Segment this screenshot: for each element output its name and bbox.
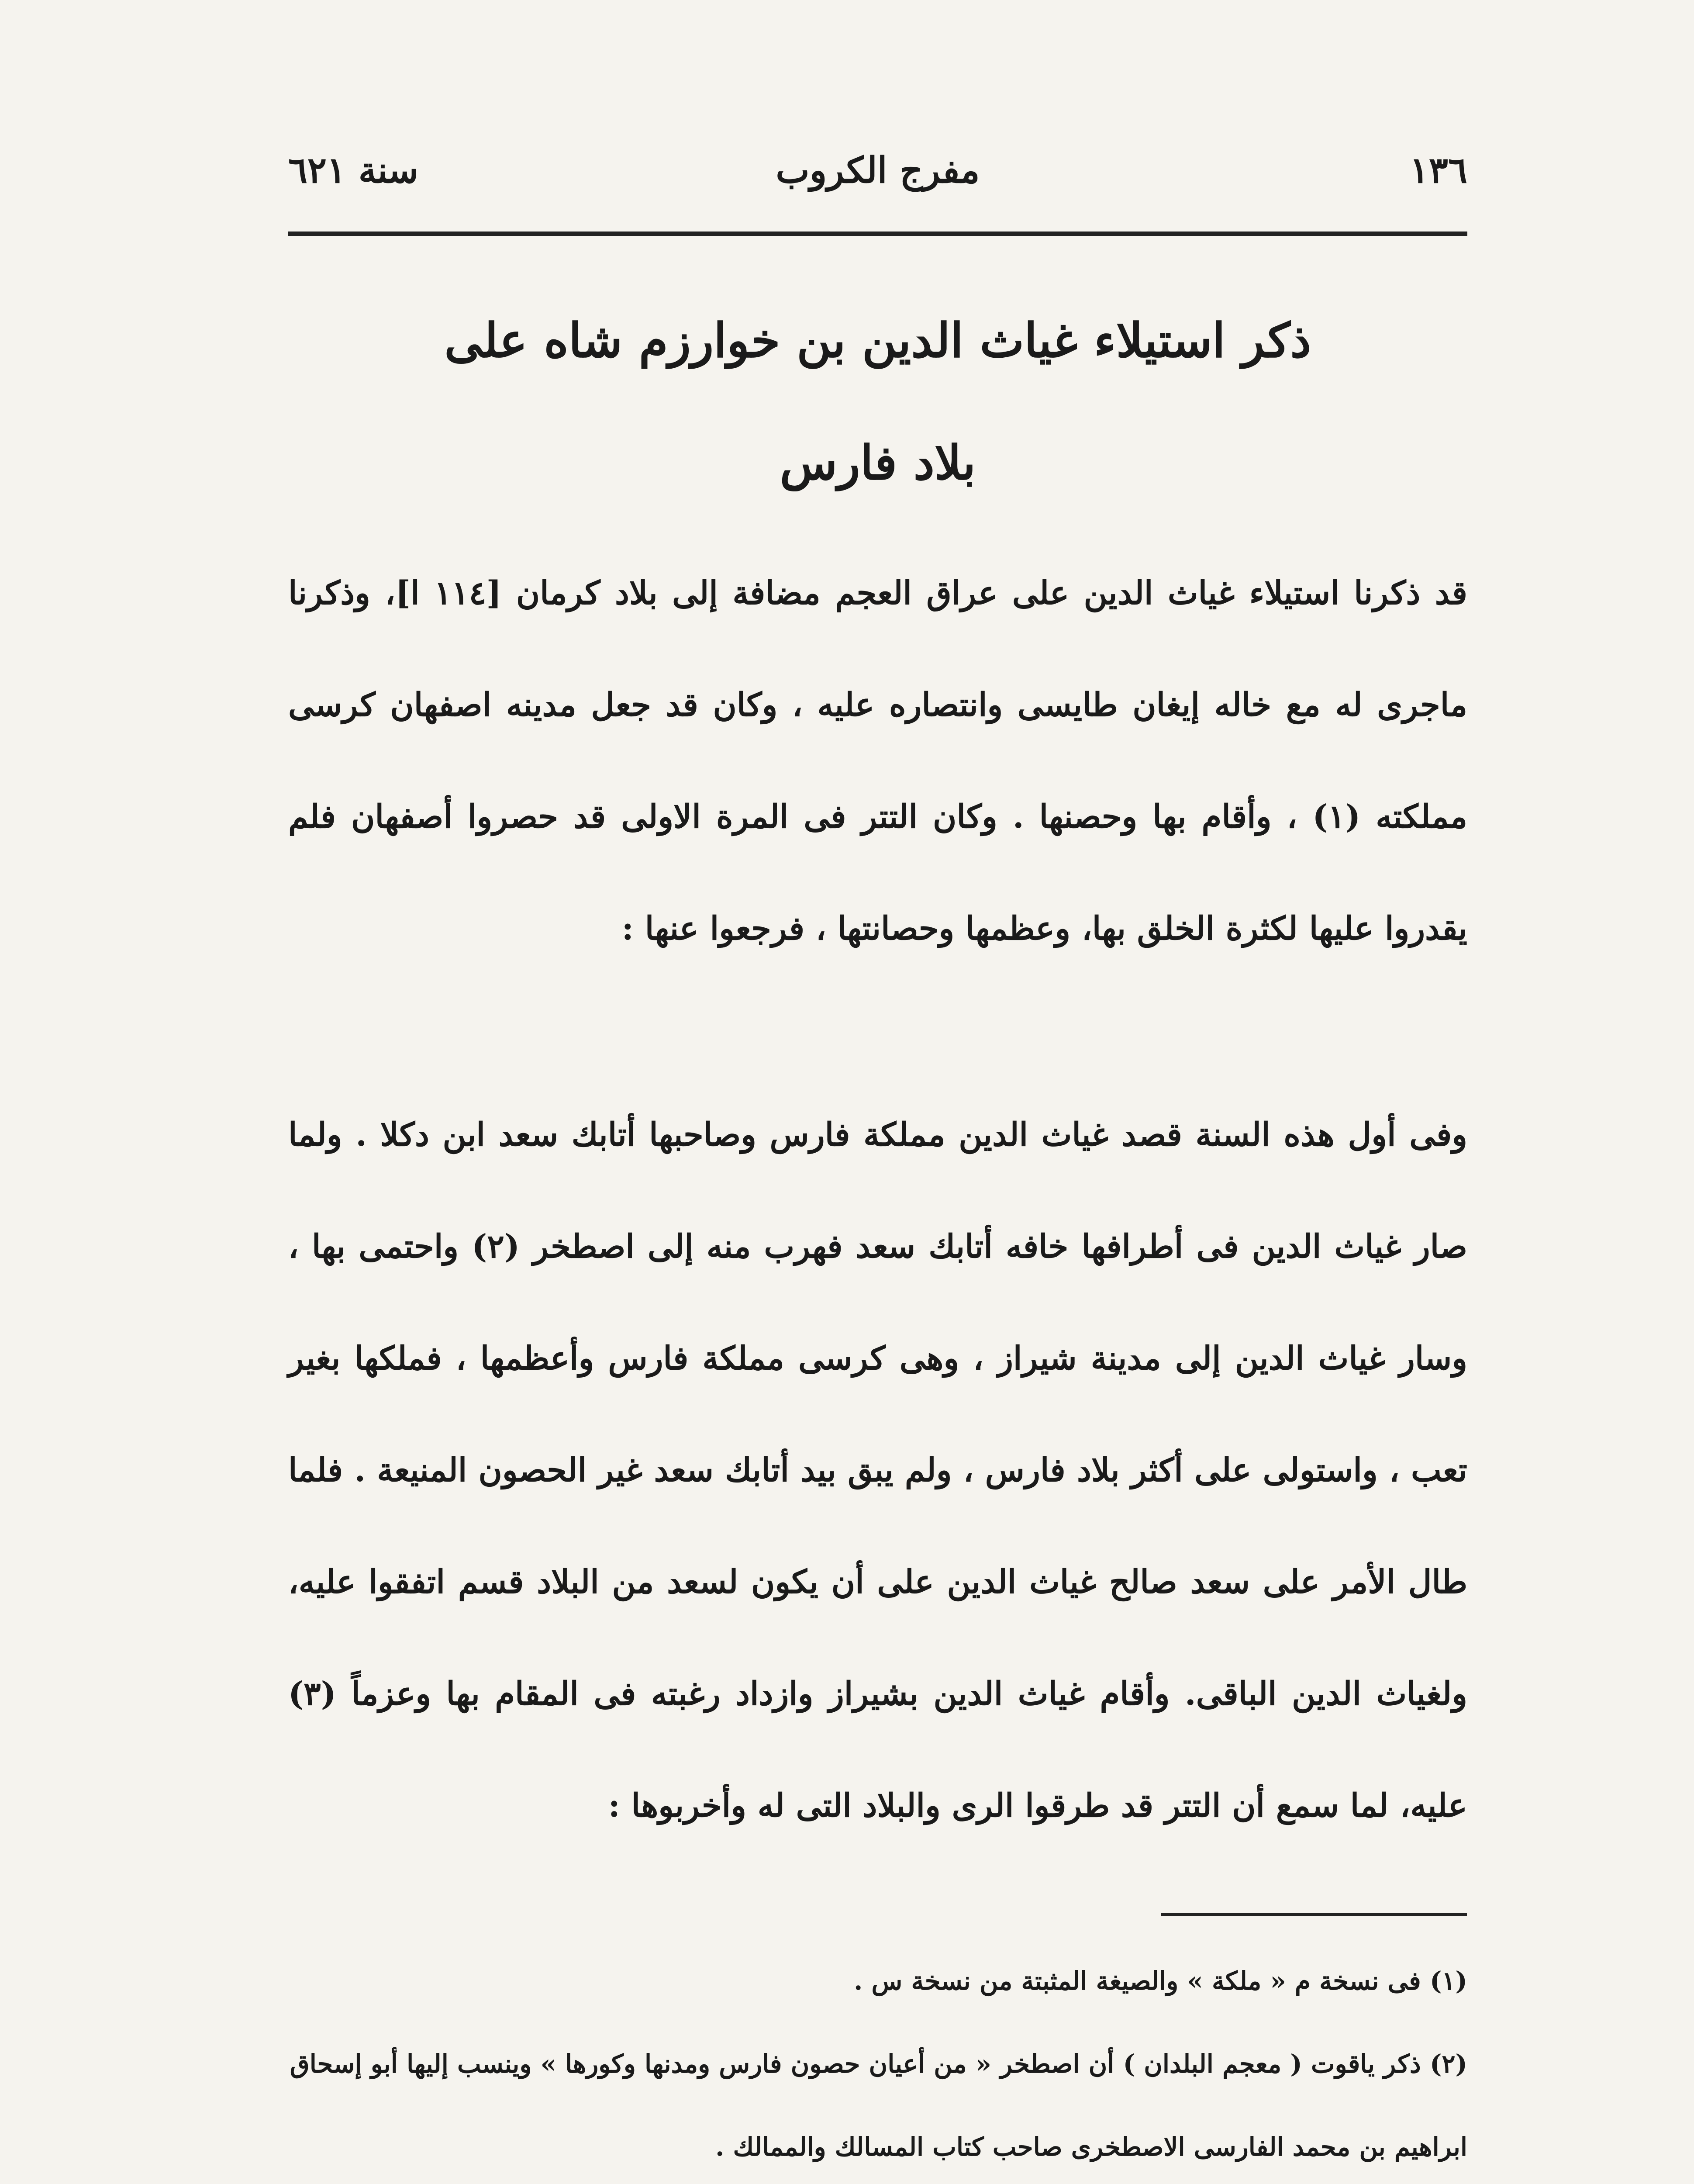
paragraph-1: قد ذكرنا استيلاء غياث الدين على عراق العجم مضافة إلى بلاد كرمان [١١٤ ا]، وذكرنا ماجرى له مع خاله إيغان طايسى وانتصاره عليه ، وكان قد جعل مدينه اصفهان كرسى مملكته (١) ، وأقام بها وحصنها . وكان التتر فى المرة الاولى قد حصروا أصفهان فلم يقدروا عليها لكثرة الخلق بها، وعظمها وحصانتها ، فرجعوا عنها : (288, 574, 1468, 947)
book-title: مفرج الكروب (776, 149, 980, 191)
footnote-2: (٢) ذكر ياقوت ( معجم البلدان ) أن اصطخر « من أعيان حصون فارس ومدنها وكورها » وينسب إليها أبو إسحاق ابراهيم بن محمد الفارسى الاصطخرى صاحب كتاب المسالك والممالك . (290, 2049, 1467, 2162)
running-header (288, 144, 1467, 223)
year-label: سنة ٦٢١ (288, 149, 419, 191)
page-number: ١٣٦ (1409, 149, 1467, 191)
chapter-title-line2: بلاد فارس (780, 435, 976, 491)
footnotes (288, 1939, 1467, 2184)
chapter-title (288, 280, 1467, 524)
paragraph-2: وفى أول هذه السنة قصد غياث الدين مملكة فارس وصاحبها أتابك سعد ابن دكلا . ولما صار غياث الدين فى أطرافها خافه أتابك سعد فهرب منه إلى اصطخر (٢) واحتمى بها ، وسار غياث الدين إلى مدينة شيراز ، وهى كرسى مملكة فارس وأعظمها ، فملكها بغير تعب ، واستولى على أكثر بلاد فارس ، ولم يبق بيد أتابك سعد غير الحصون المنيعة . فلما طال الأمر على سعد صالح غياث الدين على أن يكون لسعد من البلاد قسم اتفقوا عليه، ولغياث الدين الباقى. وأقام غياث الدين بشيراز وازداد رغبته فى المقام بها وعزماً (٣) عليه، لما سمع أن التتر قد طرقوا الرى والبلاد التى له وأخربوها : (288, 1116, 1468, 1825)
header-rule (288, 232, 1467, 236)
chapter-title-line1: ذكر استيلاء غياث الدين بن خوارزم شاه على (444, 313, 1311, 368)
footnote-1: (١) فى نسخة م « ملكة » والصيغة المثبتة من نسخة س . (854, 1966, 1467, 1996)
footnote-rule (1161, 1913, 1467, 1916)
